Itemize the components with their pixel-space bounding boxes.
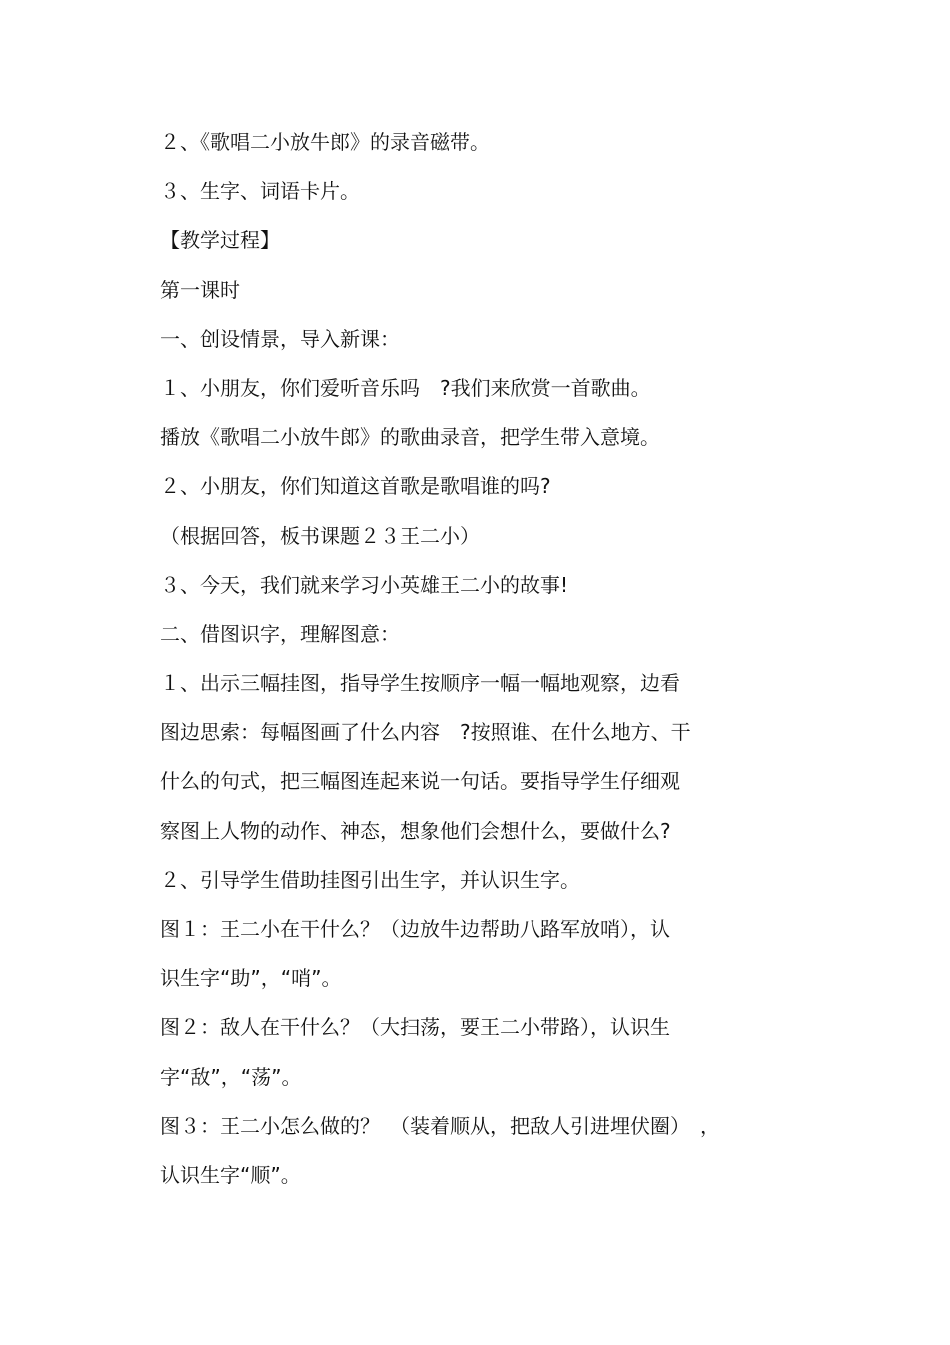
text-line: ３、今天，我们就来学习小英雄王二小的故事! [160, 572, 569, 597]
lesson-period-heading: 第一课时 [160, 277, 240, 302]
text-line: ２、《歌唱二小放牛郎》的录音磁带。 [160, 130, 490, 154]
section-heading: 一、创设情景，导入新课： [160, 326, 400, 351]
text-line: 字“敌”，“荡”。 [160, 1064, 302, 1089]
text-line: 认识生字“顺”。 [160, 1162, 301, 1187]
text-line: １、出示三幅挂图，指导学生按顺序一幅一幅地观察，边看 [160, 671, 680, 696]
text-line: 图１：王二小在干什么？（边放牛边帮助八路军放哨），认 [160, 917, 670, 941]
text-line: ３、生字、词语卡片。 [160, 179, 360, 204]
text-line: （根据回答，板书课题２３王二小） [160, 523, 480, 548]
text-line: 图边思索：每幅图画了什么内容 ?按照谁、在什么地方、干 [160, 720, 691, 745]
text-line: ２、引导学生借助挂图引出生字，并认识生字。 [160, 867, 580, 892]
text-line: １、小朋友，你们爱听音乐吗 ?我们来欣赏一首歌曲。 [160, 375, 651, 400]
lesson-plan-text [160, 118, 800, 1200]
section-heading: 【教学过程】 [160, 228, 280, 253]
text-line: 图２：敌人在干什么？（大扫荡，要王二小带路），认识生 [160, 1015, 670, 1040]
text-line: ２、小朋友，你们知道这首歌是歌唱谁的吗? [160, 474, 551, 499]
section-heading: 二、借图识字，理解图意： [160, 621, 400, 646]
text-line: 图３：王二小怎么做的？ （装着顺从，把敌人引进埋伏圈） ， [160, 1113, 720, 1138]
text-line: 识生字“助”，“哨”。 [160, 966, 342, 991]
text-line: 什么的句式，把三幅图连起来说一句话。要指导学生仔细观 [160, 769, 680, 794]
text-line: 察图上人物的动作、神态，想象他们会想什么，要做什么? [160, 818, 671, 843]
text-line: 播放《歌唱二小放牛郎》的歌曲录音，把学生带入意境。 [160, 425, 660, 450]
